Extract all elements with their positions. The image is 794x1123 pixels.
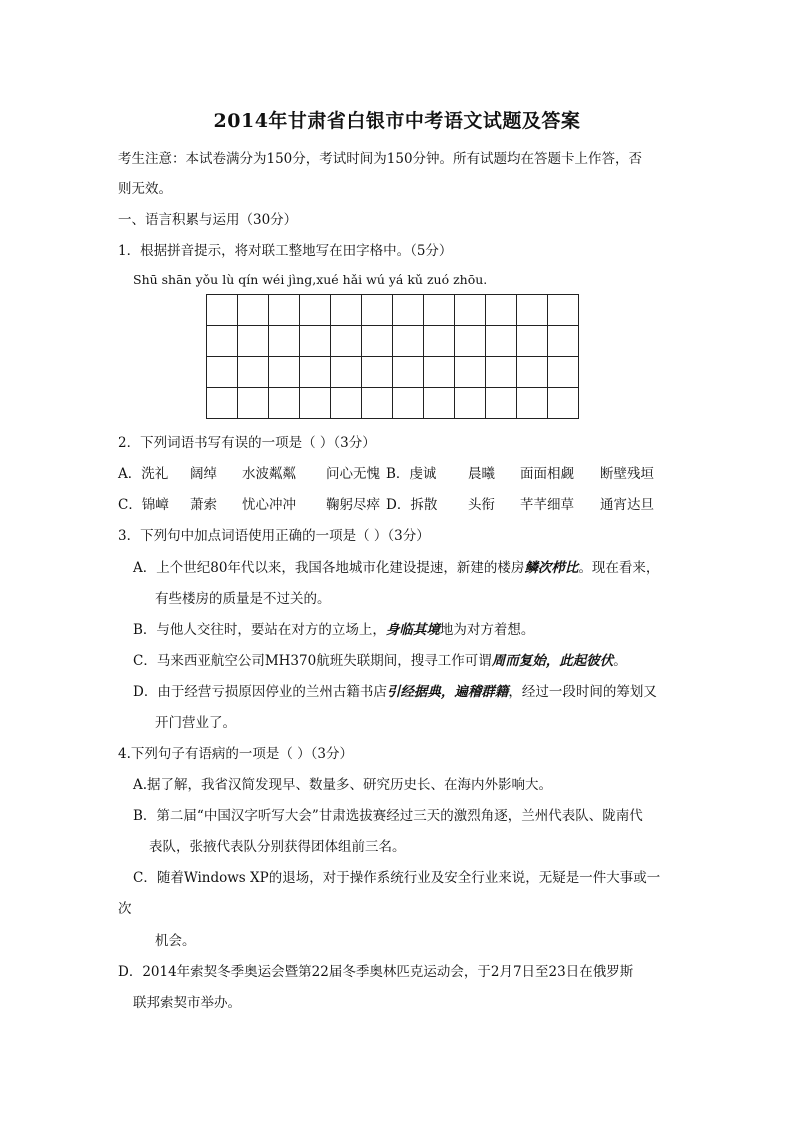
grid-row — [207, 357, 579, 388]
character-grid — [206, 294, 579, 419]
q2-word: 忧心冲冲 — [242, 497, 296, 513]
question-4-stem: 4.下列句子有语病的一项是（ ）（3分） — [118, 746, 354, 762]
grid-cell[interactable] — [300, 295, 331, 326]
grid-cell[interactable] — [362, 388, 393, 419]
grid-cell[interactable] — [207, 295, 238, 326]
question-1-stem: 1．根据拼音提示，将对联工整地写在田字格中。（5分） — [118, 243, 453, 259]
grid-cell[interactable] — [269, 388, 300, 419]
grid-cell[interactable] — [207, 357, 238, 388]
q2-word: 问心无愧 — [326, 466, 380, 482]
grid-cell[interactable] — [331, 326, 362, 357]
grid-cell[interactable] — [455, 295, 486, 326]
q3-c-emphasis: 周而复始，此起彼伏 — [491, 653, 614, 669]
q3-c-text-end: 。 — [613, 653, 627, 669]
question-3-option-d — [133, 680, 657, 700]
question-4-option-c: C．随着Windows XP的退场，对于操作系统行业及安全行业来说，无疑是一件大事或一 — [133, 870, 661, 886]
question-4-option-b: B．第二届“中国汉字听写大会”甘肃选拔赛经过三天的激烈角逐，兰州代表队、陇南代 — [133, 808, 643, 824]
grid-cell[interactable] — [300, 357, 331, 388]
grid-cell[interactable] — [486, 357, 517, 388]
grid-cell[interactable] — [300, 326, 331, 357]
question-3-option-d-cont: 开门营业了。 — [155, 715, 236, 731]
q2-word: B．虔诚 — [386, 466, 437, 482]
grid-cell[interactable] — [486, 295, 517, 326]
grid-cell[interactable] — [455, 326, 486, 357]
q2-word: 水波粼粼 — [242, 466, 296, 482]
question-3-stem: 3．下列句中加点词语使用正确的一项是（ ）（3分） — [118, 528, 430, 544]
q2-word: 头衔 — [468, 497, 495, 513]
q3-a-text: A．上个世纪80年代以来，我国各地城市化建设提速，新建的楼房 — [133, 560, 525, 576]
grid-cell[interactable] — [424, 326, 455, 357]
notice-line-2: 则无效。 — [118, 181, 172, 197]
grid-cell[interactable] — [393, 326, 424, 357]
grid-cell[interactable] — [424, 357, 455, 388]
grid-cell[interactable] — [238, 388, 269, 419]
q3-a-emphasis: 鳞次栉比 — [524, 560, 579, 576]
pinyin-hint: Shū shān yǒu lù qín wéi jìng,xué hǎi wú yá kǔ zuó zhōu. — [133, 272, 488, 287]
question-2-options-row-1 — [118, 462, 654, 482]
grid-cell[interactable] — [548, 388, 579, 419]
q3-d-text: D．由于经营亏损原因停业的兰州古籍书店 — [133, 684, 387, 700]
question-4-option-a: A.据了解，我省汉简发现早、数量多、研究历史长、在海内外影响大。 — [133, 777, 553, 793]
grid-cell[interactable] — [548, 326, 579, 357]
question-3-option-c — [133, 649, 627, 669]
q3-b-text: B．与他人交往时，要站在对方的立场上， — [133, 622, 386, 638]
grid-cell[interactable] — [455, 388, 486, 419]
grid-cell[interactable] — [486, 388, 517, 419]
grid-cell[interactable] — [424, 295, 455, 326]
grid-cell[interactable] — [269, 326, 300, 357]
q2-word: A．洗礼 — [118, 466, 169, 482]
grid-cell[interactable] — [238, 357, 269, 388]
grid-cell[interactable] — [455, 357, 486, 388]
grid-cell[interactable] — [517, 326, 548, 357]
grid-cell[interactable] — [517, 295, 548, 326]
grid-cell[interactable] — [238, 326, 269, 357]
question-3-option-a — [133, 556, 659, 576]
q2-word: 阔绰 — [190, 466, 217, 482]
q3-d-emphasis: 引经据典，遍稽群籍 — [386, 684, 509, 700]
grid-cell[interactable] — [424, 388, 455, 419]
q3-d-text-end: ，经过一段时间的筹划又 — [508, 684, 657, 700]
q2-word: 通宵达旦 — [600, 497, 654, 513]
question-4-option-d: D．2014年索契冬季奥运会暨第22届冬季奥林匹克运动会，于2月7日至23日在俄罗斯 — [118, 964, 634, 980]
grid-cell[interactable] — [393, 388, 424, 419]
grid-cell[interactable] — [238, 295, 269, 326]
grid-cell[interactable] — [548, 357, 579, 388]
grid-cell[interactable] — [393, 357, 424, 388]
grid-cell[interactable] — [269, 295, 300, 326]
question-4-option-c-cont: 机会。 — [155, 933, 196, 949]
q2-word: 断壁残垣 — [600, 466, 654, 482]
grid-row — [207, 326, 579, 357]
grid-cell[interactable] — [331, 388, 362, 419]
grid-cell[interactable] — [300, 388, 331, 419]
question-3-option-b — [133, 618, 534, 638]
q3-b-emphasis: 身临其境 — [385, 622, 440, 638]
grid-cell[interactable] — [331, 357, 362, 388]
question-4-option-b-cont: 表队，张掖代表队分别获得团体组前三名。 — [149, 839, 406, 855]
grid-cell[interactable] — [362, 357, 393, 388]
question-4-option-c-wrap: 次 — [118, 901, 132, 917]
section-heading: 一、语言积累与运用（30分） — [118, 212, 298, 228]
question-2-options-row-2 — [118, 493, 654, 513]
q3-a-text-end: 。现在看来， — [578, 560, 660, 576]
grid-cell[interactable] — [207, 388, 238, 419]
grid-cell[interactable] — [207, 326, 238, 357]
grid-cell[interactable] — [362, 295, 393, 326]
grid-row — [207, 388, 579, 419]
q2-word: 萧索 — [190, 497, 217, 513]
q2-word: 面面相觑 — [520, 466, 574, 482]
q2-word: 鞠躬尽瘁 — [326, 497, 380, 513]
question-2-stem: 2．下列词语书写有误的一项是（ ）（3分） — [118, 435, 376, 451]
q2-word: 晨曦 — [468, 466, 495, 482]
grid-cell[interactable] — [517, 388, 548, 419]
q3-c-text: C．马来西亚航空公司MH370航班失联期间，搜寻工作可谓 — [133, 653, 492, 669]
q2-word: 芊芊细草 — [520, 497, 574, 513]
grid-cell[interactable] — [269, 357, 300, 388]
grid-cell[interactable] — [548, 295, 579, 326]
q2-word: C．锦嶂 — [118, 497, 169, 513]
grid-cell[interactable] — [517, 357, 548, 388]
grid-row — [207, 295, 579, 326]
grid-cell[interactable] — [393, 295, 424, 326]
q3-b-text-end: 地为对方着想。 — [439, 622, 535, 638]
notice-line-1: 考生注意：本试卷满分为150分，考试时间为150分钟。所有试题均在答题卡上作答，否 — [118, 151, 643, 167]
page-title: 2014年甘肃省白银市中考语文试题及答案 — [213, 110, 581, 132]
question-3-option-a-cont: 有些楼房的质量是不过关的。 — [155, 591, 331, 607]
grid-cell[interactable] — [486, 326, 517, 357]
question-4-option-d-cont: 联邦索契市举办。 — [133, 995, 241, 1011]
grid-cell[interactable] — [362, 326, 393, 357]
q2-word: D．拆散 — [386, 497, 438, 513]
grid-cell[interactable] — [331, 295, 362, 326]
